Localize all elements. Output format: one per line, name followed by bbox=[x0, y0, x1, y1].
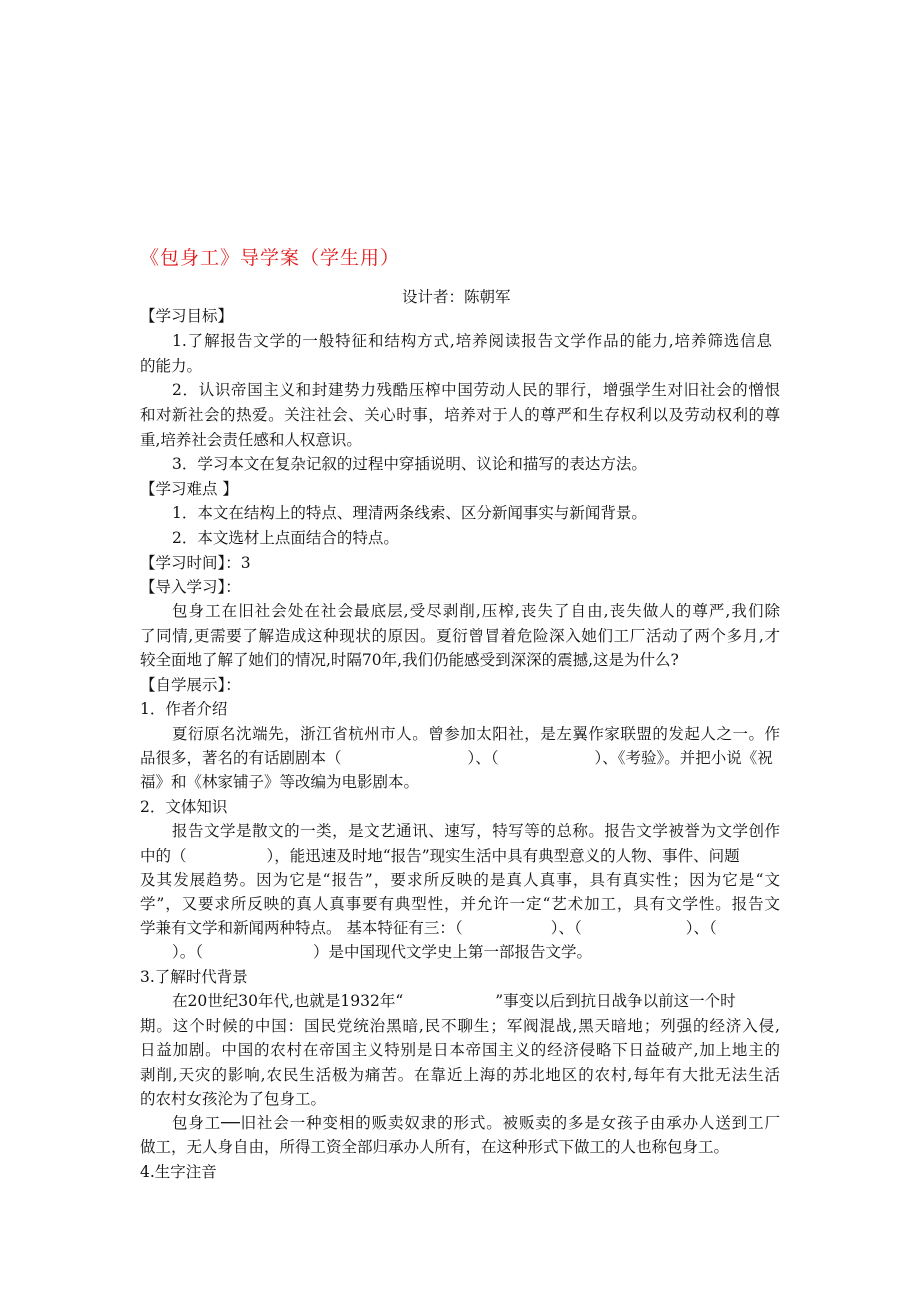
part-3-line-1-text-a: 在20世纪30年代,也就是1932年“ bbox=[172, 992, 404, 1010]
part-1-heading: 1．作者介绍 bbox=[140, 700, 228, 718]
part-2-line-2 bbox=[140, 846, 740, 866]
difficulty-2: 2．本文选材上点面结合的特点。 bbox=[172, 529, 399, 547]
section-heading-time: 【学习时间】：3 bbox=[140, 554, 251, 572]
part-3-line-6: 包身工──旧社会一种变相的贩卖奴隶的形式。被贩卖的多是女孩子由承办人送到工厂 bbox=[172, 1114, 780, 1132]
intro-line-2: 了同情,更需要了解造成这种现状的原因。夏衍曾冒着危险深入她们工厂活动了两个多月,才 bbox=[140, 627, 780, 645]
part-2-line-5-text-b: ）、（ bbox=[550, 919, 582, 937]
goal-1-line-2: 的能力。 bbox=[140, 357, 203, 375]
difficulty-1: 1．本文在结构上的特点、理清两条线索、区分新闻事实与新闻背景。 bbox=[172, 504, 647, 522]
part-2-line-5-text-c: ）、（ bbox=[685, 919, 717, 937]
part-2-line-6-text-a: ）。（ bbox=[172, 943, 204, 961]
part-1-line-3: 福》和《林家铺子》等改编为电影剧本。 bbox=[140, 773, 420, 791]
part-2-line-1: 报告文学是散文的一类，是文艺通讯、速写，特写等的总称。报告文学被誉为文学创作 bbox=[172, 822, 780, 840]
part-3-line-1 bbox=[172, 991, 736, 1011]
part-2-line-2-text-a: 中的（ bbox=[140, 847, 187, 865]
part-1-line-2 bbox=[140, 748, 773, 768]
part-3-line-3: 日益加剧。中国的农村在帝国主义特别是日本帝国主义的经济侵略下日益破产,加上地主的 bbox=[140, 1041, 780, 1059]
part-3-line-4: 剥削,天灾的影响,农民生活极为痛苦。在靠近上海的苏北地区的农村,每年有大批无法生活 bbox=[140, 1066, 780, 1084]
document-title: 《包身工》导学案（学生用） bbox=[140, 247, 401, 269]
section-heading-goals: 【学习目标】 bbox=[140, 307, 234, 325]
author-line: 设计者：陈朝军 bbox=[402, 288, 511, 306]
intro-line-1: 包身工在旧社会处在社会最底层,受尽剥削,压榨,丧失了自由,丧失做人的尊严,我们除 bbox=[172, 602, 780, 620]
part-3-line-5: 的农村女孩沦为了包身工。 bbox=[140, 1090, 327, 1108]
part-2-line-2-text-b: ），能迅速及时地“报告”现实生活中具有典型意义的人物、事件、问题 bbox=[266, 847, 740, 865]
goal-1-line-1: 1.了解报告文学的一般特征和结构方式,培养阅读报告文学作品的能力,培养筛选信息 bbox=[172, 332, 772, 350]
part-2-line-6-text-b: ）是中国现代文学史上第一部报告文学。 bbox=[313, 943, 593, 961]
section-heading-difficulties: 【学习难点 】 bbox=[140, 480, 238, 498]
goal-3: 3．学习本文在复杂记叙的过程中穿插说明、议论和描写的表达方法。 bbox=[172, 455, 647, 473]
goal-2-line-2: 和对新社会的热爱。关注社会、关心时事，培养对于人的尊严和生存权利以及劳动权利的尊 bbox=[140, 406, 780, 424]
goal-2-line-1: 2．认识帝国主义和封建势力残酷压榨中国劳动人民的罪行，增强学生对旧社会的憎恨 bbox=[172, 381, 780, 399]
section-heading-selfstudy: 【自学展示】： bbox=[140, 676, 241, 694]
part-2-line-5 bbox=[140, 918, 717, 938]
part-3-line-1-text-b: ”事变以后到抗日战争以前这一个时 bbox=[495, 992, 736, 1010]
section-heading-intro: 【导入学习】： bbox=[140, 578, 241, 596]
part-4-heading: 4.生字注音 bbox=[140, 1163, 217, 1181]
part-1-line-2-text-b: ）、（ bbox=[467, 749, 499, 767]
part-1-line-1: 夏衍原名沈端先，浙江省杭州市人。曾参加太阳社，是左翼作家联盟的发起人之一。作 bbox=[172, 725, 780, 743]
intro-line-3: 较全面地了解了她们的情况,时隔70年,我们仍能感受到深深的震撼,这是为什么? bbox=[140, 651, 679, 669]
part-3-heading: 3.了解时代背景 bbox=[140, 968, 248, 986]
part-2-line-3: 及其发展趋势。因为它是“报告”，要求所反映的是真人真事，具有真实性；因为它是“文 bbox=[140, 871, 780, 889]
part-2-line-5-text-a: 学兼有文学和新闻两种特点。 基本特征有三：（ bbox=[140, 919, 463, 937]
part-3-line-2: 期。这个时候的中国：国民党统治黑暗,民不聊生；军阀混战,黑天暗地；列强的经济入侵, bbox=[140, 1017, 780, 1035]
part-3-line-7: 做工，无人身自由，所得工资全部归承办人所有，在这种形式下做工的人也称包身工。 bbox=[140, 1138, 730, 1156]
goal-2-line-3: 重,培养社会责任感和人权意识。 bbox=[140, 431, 362, 449]
part-2-heading: 2．文体知识 bbox=[140, 798, 228, 816]
part-1-line-2-text-a: 品很多，著名的有话剧剧本（ bbox=[140, 749, 342, 767]
part-2-line-4: 学”，又要求所反映的真人真事要有典型性，并允许一定“艺术加工，具有文学性。报告文 bbox=[140, 895, 780, 913]
part-1-line-2-text-c: ）、《考验》。并把小说《祝 bbox=[594, 749, 773, 767]
part-2-line-6 bbox=[172, 942, 592, 962]
